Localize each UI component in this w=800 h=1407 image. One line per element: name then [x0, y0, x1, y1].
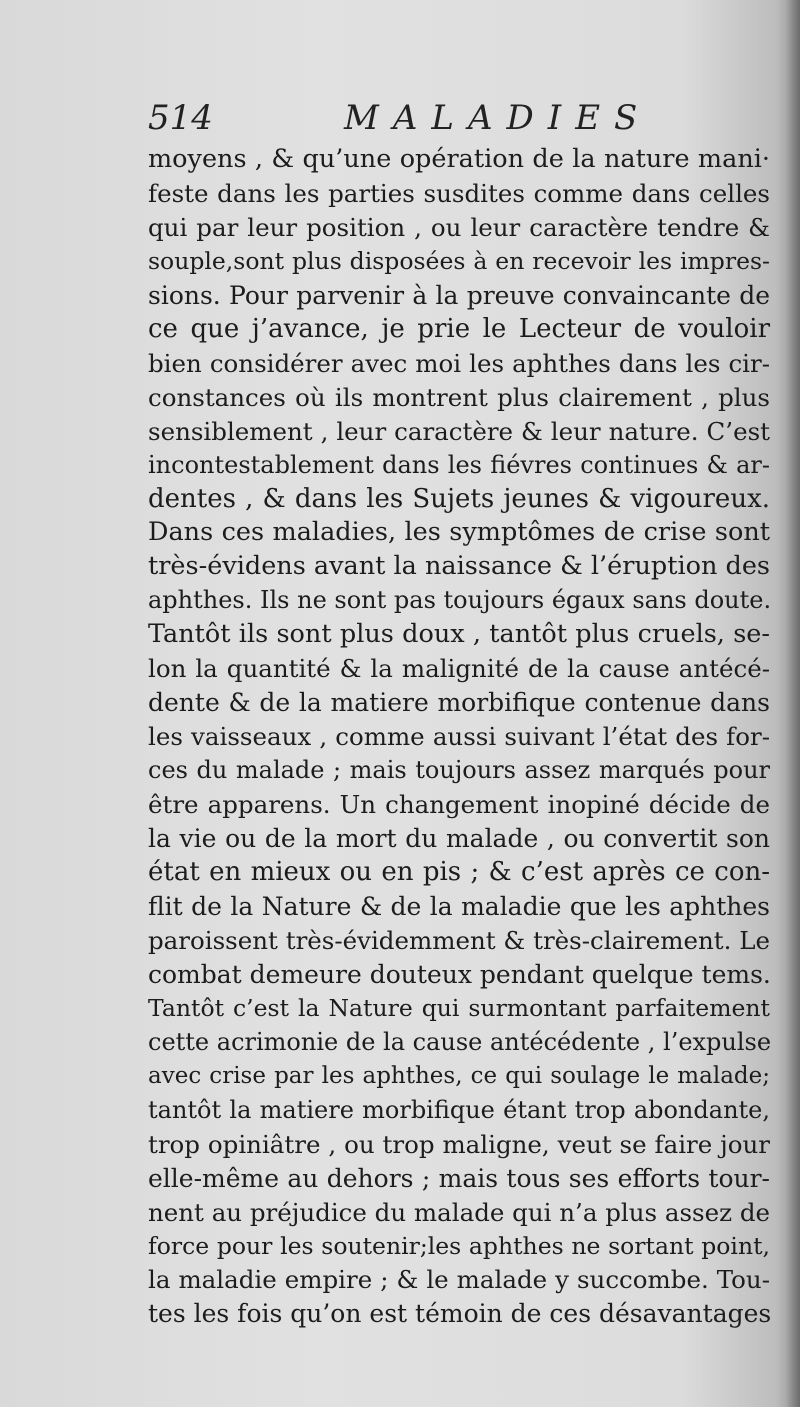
text-line: constances où ils montrent plus clairement , plus — [148, 382, 770, 412]
text-line: flit de la Nature & de la maladie que les aphthes — [148, 891, 770, 921]
text-line: Tantôt ils sont plus doux , tantôt plus cruels, se- — [148, 619, 770, 650]
text-line: avec crise par les aphthes, ce qui soulage le malade; — [148, 1062, 770, 1089]
page-number: 514 — [148, 98, 213, 138]
text-line: les vaisseaux , comme aussi suivant l’état des for- — [148, 722, 770, 752]
text-line: ces du malade ; mais toujours assez marqués pour — [148, 756, 770, 785]
text-line: aphthes. Ils ne sont pas toujours égaux sans doute. — [148, 586, 772, 615]
text-line: feste dans les parties susdites comme dans celles — [148, 178, 770, 208]
text-line: lon la quantité & la malignité de la cause antécé- — [148, 654, 770, 684]
text-line: état en mieux ou en pis ; & c’est après ce con- — [148, 857, 770, 888]
text-line: Tantôt c’est la Nature qui surmontant parfaitement — [148, 993, 770, 1022]
running-title: MALADIES — [344, 98, 652, 138]
text-line: dentes , & dans les Sujets jeunes & vigoureux. — [148, 483, 770, 514]
body-text — [148, 143, 770, 1331]
text-line: très-évidens avant la naissance & l’éruption des — [148, 551, 770, 582]
text-line: nent au préjudice du malade qui n’a plus assez de — [148, 1197, 770, 1227]
text-line: incontestablement dans les fiévres continues & ar- — [148, 450, 770, 479]
page-gutter-shadow — [786, 0, 800, 1407]
text-line: Dans ces maladies, les symptômes de crise sont — [148, 517, 770, 548]
text-line: dente & de la matiere morbifique contenue dans — [148, 688, 770, 718]
text-line: moyens , & qu’une opération de la nature mani· — [148, 144, 770, 174]
text-line: la maladie empire ; & le malade y succombe. Tou- — [148, 1265, 770, 1295]
text-line: elle-même au dehors ; mais tous ses efforts tour- — [148, 1163, 770, 1193]
page-header — [148, 98, 768, 142]
text-line: qui par leur position , ou leur caractère tendre & — [148, 212, 770, 242]
text-line: tes les fois qu’on est témoin de ces désavantages — [148, 1299, 772, 1329]
text-line: paroissent très-évidemment & très-clairement. Le — [148, 925, 770, 955]
text-line: force pour les soutenir;les aphthes ne sortant point, — [148, 1231, 770, 1260]
text-line: bien considérer avec moi les aphthes dans les cir- — [148, 348, 770, 378]
text-line: être apparens. Un changement inopiné décide de — [148, 790, 770, 820]
text-line: tantôt la matiere morbifique étant trop abondante, — [148, 1095, 770, 1124]
text-line: souple,sont plus disposées à en recevoir les impres- — [148, 246, 770, 275]
text-line: cette acrimonie de la cause antécédente , l’expulse — [148, 1027, 772, 1056]
text-line: trop opiniâtre , ou trop maligne, veut se faire jour — [148, 1129, 770, 1159]
text-line: ce que j’avance, je prie le Lecteur de vouloir — [148, 313, 770, 344]
text-line: combat demeure douteux pendant quelque tems. — [148, 959, 771, 989]
text-line: sensiblement , leur caractère & leur nature. C’est — [148, 416, 770, 446]
text-line: sions. Pour parvenir à la preuve convaincante de — [148, 280, 770, 310]
text-line: la vie ou de la mort du malade , ou convertit son — [148, 824, 770, 854]
